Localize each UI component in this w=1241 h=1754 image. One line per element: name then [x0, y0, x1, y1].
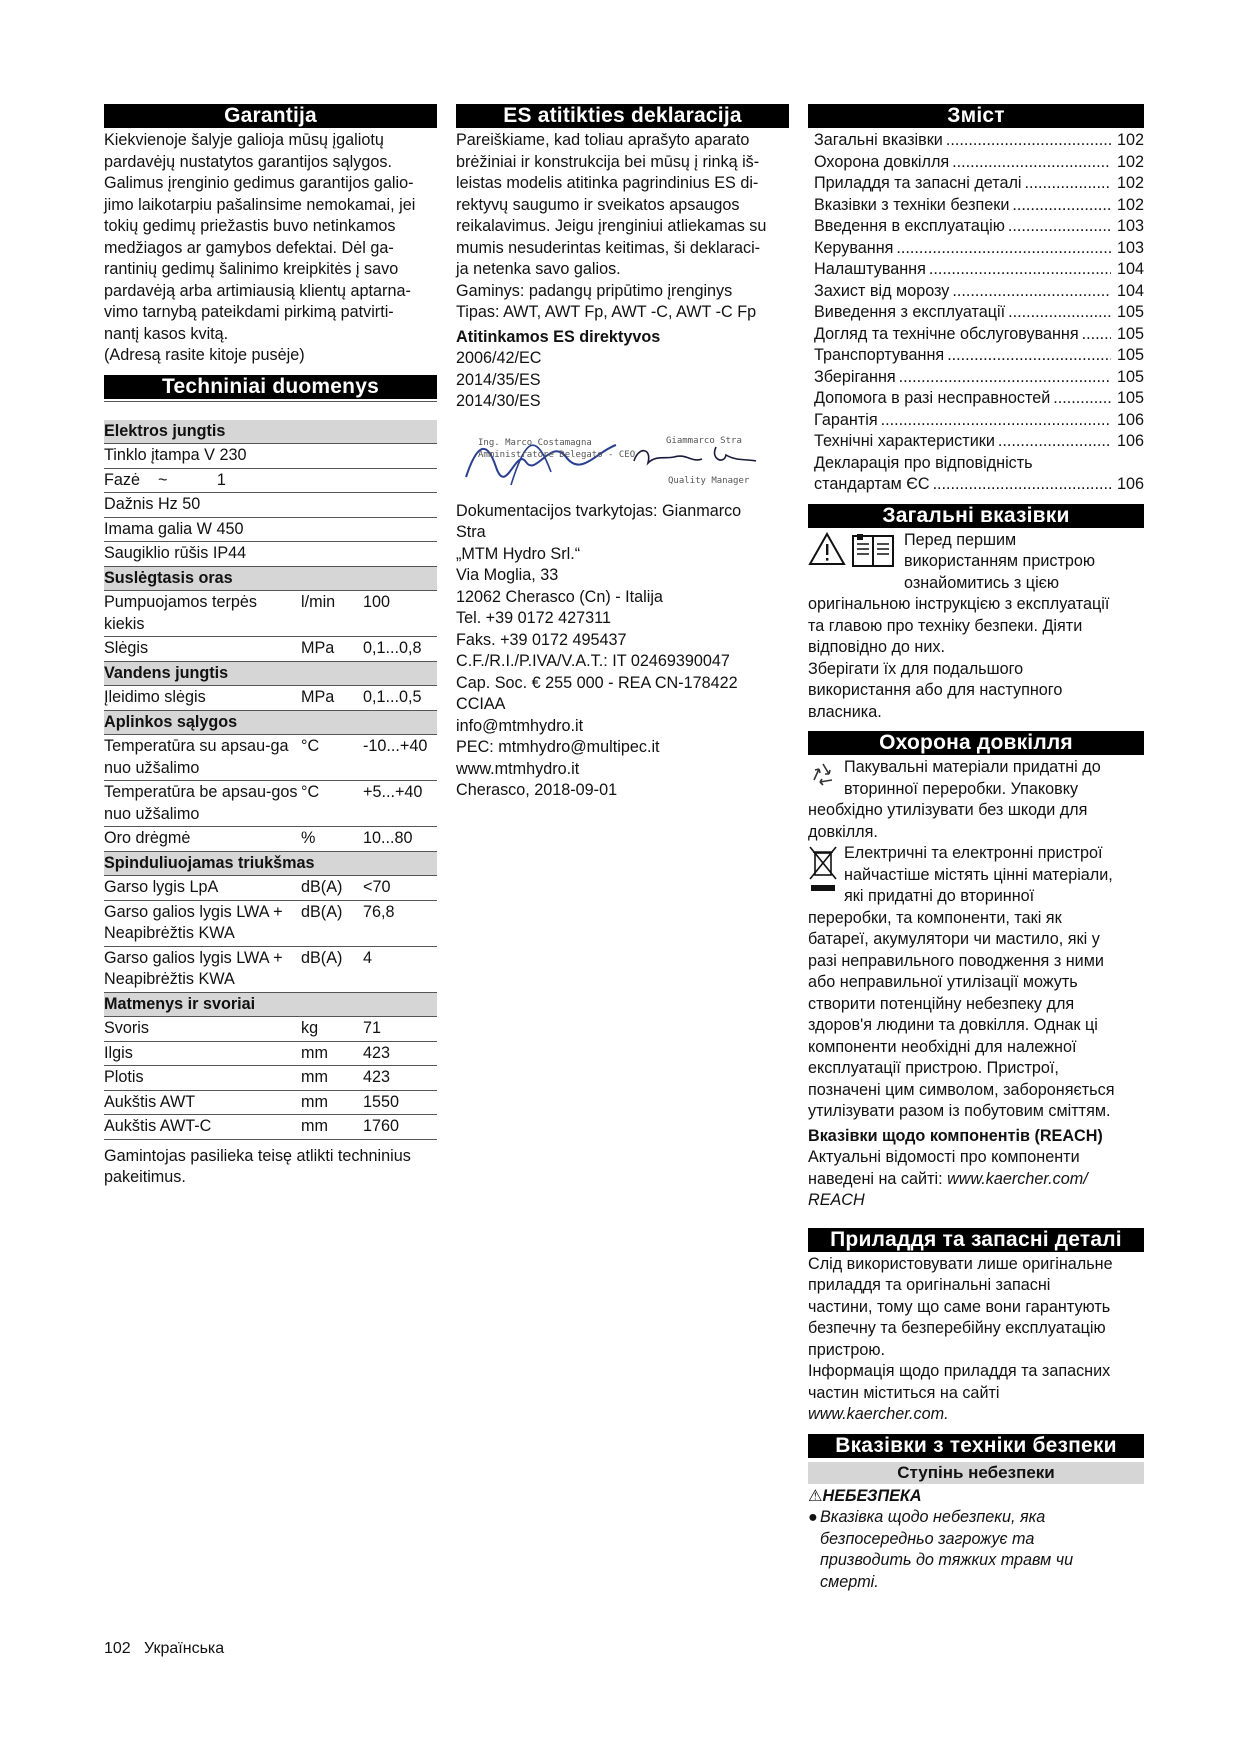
directive-item: 2014/30/ES — [456, 392, 541, 410]
spec-value: 423 — [363, 1066, 437, 1091]
warranty-heading: Garantija — [104, 104, 437, 128]
contact-line: Cherasco, 2018-09-01 — [456, 781, 618, 799]
declaration-line: Tipas: AWT, AWT Fp, AWT -C, AWT -C Fp — [456, 303, 757, 321]
toc-item[interactable]: Гарантія ..... 106 — [814, 410, 1144, 432]
toc-item[interactable]: Охорона довкілля ..... 102 — [814, 152, 1144, 174]
toc-item[interactable]: Налаштування ..... 104 — [814, 259, 1144, 281]
spec-unit: mm — [301, 1090, 363, 1115]
warning-icon — [808, 532, 846, 566]
spec-section-label: Spinduliuojamas triukšmas — [104, 851, 437, 876]
spec-unit — [301, 493, 363, 518]
declaration-line: Pareiškiame, kad toliau aprašyto aparato — [456, 131, 750, 149]
spec-value: 100 — [363, 591, 437, 637]
accessories-text — [808, 1254, 1144, 1405]
general-heading: Загальні вказівки — [808, 504, 1144, 528]
bullet-icon: ● — [808, 1508, 818, 1526]
manual-book-icon — [851, 532, 895, 568]
accessories-line: приладдя та оригінальні запасні — [808, 1276, 1051, 1294]
declaration-line: reikalavimus. Jeigu įrenginiui atliekamas su — [456, 217, 767, 235]
toc-item[interactable]: Приладдя та запасні деталі ..... 102 — [814, 173, 1144, 195]
recycling-icon — [808, 760, 838, 790]
signatures — [456, 427, 789, 489]
env-line: позначені цим символом, забороняється — [808, 1080, 1115, 1099]
toc-item[interactable]: Допомога в разі несправностей ..... 105 — [814, 388, 1144, 410]
declaration-heading: ES atitikties deklaracija — [456, 104, 789, 128]
accessories-link[interactable]: www.kaercher.com. — [808, 1405, 949, 1423]
spec-section-label: Suslėgtasis oras — [104, 566, 437, 591]
warning-triangle-icon: ⚠ — [808, 1486, 823, 1505]
table-row — [104, 1017, 437, 1042]
spec-label: Svoris — [104, 1017, 301, 1042]
env-line: здоров'я людини та довкілля. Однак ці — [808, 1016, 1098, 1034]
danger-label: НЕБЕЗПЕКА — [822, 1486, 922, 1505]
spec-label: Oro drėgmė — [104, 827, 301, 852]
table-row — [104, 591, 437, 637]
contact-line: info@mtmhydro.it — [456, 716, 584, 735]
general-line: та главою про техніку безпеки. Діяти — [808, 616, 1083, 635]
warranty-line: tokių gedimų priežastis buvo netinkamos — [104, 217, 396, 235]
spec-label: Garso lygis LpA — [104, 876, 301, 901]
reach-heading: Вказівки щодо компонентів (REACH) — [808, 1126, 1103, 1145]
spec-unit: % — [301, 827, 363, 852]
spec-value — [363, 444, 437, 469]
column-ukrainian — [808, 104, 1144, 1593]
column-lithuanian — [104, 104, 437, 1189]
spec-label: Fazė ~ 1 — [104, 468, 301, 493]
declaration-line: brėžiniai ir konstrukcija bei mūsų į rinką iš- — [456, 152, 760, 171]
table-row — [104, 1066, 437, 1091]
env-line: які придатні до вторинної — [844, 887, 1035, 905]
spec-label: Temperatūra be apsau-gos nuo užšalimo — [104, 781, 301, 827]
spec-section — [104, 851, 437, 876]
spec-label: Pumpuojamos terpės kiekis — [104, 591, 301, 637]
spec-label: Plotis — [104, 1066, 301, 1091]
contact-line: 12062 Cherasco (Cn) - Italija — [456, 587, 663, 606]
contact-line: CCIAA — [456, 695, 506, 713]
env-line: створити потенційну небезпеку для — [808, 994, 1075, 1013]
contact-line: Tel. +39 0172 427311 — [456, 609, 611, 627]
spec-section-label: Aplinkos sąlygos — [104, 710, 437, 735]
contact-line: Cap. Soc. € 255 000 - REA CN-178422 — [456, 673, 738, 692]
spec-label: Imama galia W 450 — [104, 517, 301, 542]
spec-section — [104, 566, 437, 591]
signature-left-role: Amministratore Delegato - CEO — [478, 449, 636, 460]
reach-line-2: наведені на сайті: — [808, 1169, 948, 1188]
declaration-line: mumis nesuderintas keitimas, ši deklaraci- — [456, 238, 761, 257]
spec-unit: °C — [301, 735, 363, 781]
table-row — [104, 876, 437, 901]
declaration-line: ja netenka savo galios. — [456, 260, 621, 278]
spec-unit: dB(A) — [301, 900, 363, 946]
danger-text — [820, 1507, 1073, 1593]
spec-unit: dB(A) — [301, 946, 363, 992]
contact-line: PEC: mtmhydro@multipec.it — [456, 738, 660, 756]
danger-line: Вказівка щодо небезпеки, яка — [820, 1508, 1046, 1526]
general-line: оригінальною інструкцією з експлуатації — [808, 595, 1110, 613]
signature-left-name: Ing. Marco Costamagna — [478, 437, 592, 448]
warranty-line: rantinių gedimų šalinimo kreipkitės į savo — [104, 260, 399, 278]
table-row — [104, 1090, 437, 1115]
table-row — [104, 686, 437, 711]
spec-unit: l/min — [301, 591, 363, 637]
spec-label: Temperatūra su apsau-ga nuo užšalimo — [104, 735, 301, 781]
env-line: експлуатації пристрою. Пристрої, — [808, 1059, 1059, 1077]
spec-label: Aukštis AWT — [104, 1090, 301, 1115]
spec-label: Dažnis Hz 50 — [104, 493, 301, 518]
spec-section-label: Vandens jungtis — [104, 661, 437, 686]
accessories-line: безпечну та безперебійну експлуатацію — [808, 1319, 1106, 1337]
general-line: власника. — [808, 702, 882, 721]
toc-item[interactable]: Виведення з експлуатації ..... 105 — [814, 302, 1144, 324]
directives-heading: Atitinkamos ES direktyvos — [456, 327, 661, 346]
toc-item[interactable]: Введення в експлуатацію ..... 103 — [814, 216, 1144, 238]
spec-value: 1550 — [363, 1090, 437, 1115]
signature-right-role: Quality Manager — [668, 475, 750, 486]
general-intro-line: використанням пристрою — [904, 552, 1096, 570]
spec-section — [104, 710, 437, 735]
warranty-line: jimo laikotarpiu pašalinsime nemokamai, jei — [104, 195, 416, 214]
signature-right-name: Giammarco Stra — [666, 435, 742, 446]
accessories-line: Слід використовувати лише оригінальне — [808, 1254, 1113, 1273]
packaging-disposal-text — [808, 800, 1144, 843]
reach-link[interactable]: www.kaercher.com/ — [947, 1169, 1088, 1188]
spec-section-label: Matmenys ir svoriai — [104, 992, 437, 1017]
general-line: використання або для наступного — [808, 681, 1063, 699]
env-line: довкілля. — [808, 822, 878, 841]
spec-unit: °C — [301, 781, 363, 827]
spec-value: -10...+40 — [363, 735, 437, 781]
toc-item[interactable]: Транспортування ..... 105 — [814, 345, 1144, 367]
warranty-text — [104, 130, 437, 367]
warranty-line: (Adresą rasite kitoje pusėje) — [104, 346, 305, 364]
table-row — [104, 946, 437, 992]
toc-item-declaration[interactable]: Декларація про відповідність — [814, 453, 1033, 472]
general-intro — [904, 530, 1095, 595]
env-line: найчастіше містять цінні матеріали, — [844, 865, 1113, 884]
spec-value: 71 — [363, 1017, 437, 1042]
reach-link-2[interactable]: REACH — [808, 1191, 865, 1209]
declaration-line: leistas modelis atitinka pagrindinius ES di- — [456, 174, 759, 192]
directives-list — [456, 348, 789, 413]
contact-line: „MTM Hydro Srl.“ — [456, 544, 581, 563]
table-row — [104, 781, 437, 827]
warranty-line: medžiagos ar gamybos defektai. Dėl ga- — [104, 238, 394, 257]
general-line: відповідно до них. — [808, 638, 946, 656]
table-row — [104, 493, 437, 518]
toc-item[interactable]: Вказівки з техніки безпеки ..... 102 — [814, 195, 1144, 217]
warranty-line: pardavėją arba artimiausią klientų aptarna- — [104, 281, 411, 300]
spec-label: Tinklo įtampa V 230 — [104, 444, 301, 469]
danger-level-heading: Ступінь небезпеки — [808, 1462, 1144, 1484]
spec-label: Saugiklio rūšis IP44 — [104, 542, 301, 567]
spec-label: Garso galios lygis LWA + Neapibrėžtis KWA — [104, 946, 301, 992]
danger-line: смерті. — [820, 1572, 879, 1591]
spec-unit: kg — [301, 1017, 363, 1042]
contact-line: Via Moglia, 33 — [456, 566, 559, 584]
toc-item[interactable]: Догляд та технічне обслуговування ..... 105 — [814, 324, 1144, 346]
spec-value: 4 — [363, 946, 437, 992]
warranty-line: nantį kasos kvitą. — [104, 324, 229, 343]
spec-label: Garso galios lygis LWA + Neapibrėžtis KWA — [104, 900, 301, 946]
spec-unit: mm — [301, 1066, 363, 1091]
contact-line: C.F./R.I./P.IVA/V.A.T.: IT 02469390047 — [456, 652, 730, 670]
toc-heading: Зміст — [808, 104, 1144, 128]
env-line: компоненти необхідні для належної — [808, 1037, 1077, 1056]
spec-section-label: Elektros jungtis — [104, 420, 437, 444]
spec-value: 10...80 — [363, 827, 437, 852]
warranty-line: Kiekvienoje šalyje galioja mūsų įgaliotų — [104, 131, 384, 149]
table-row — [104, 542, 437, 567]
toc-item[interactable]: Керування ..... 103 — [814, 238, 1144, 260]
spec-unit: dB(A) — [301, 876, 363, 901]
env-line: Електричні та електронні пристрої — [844, 844, 1103, 862]
table-row — [104, 900, 437, 946]
declaration-text — [456, 130, 789, 324]
spec-value — [363, 542, 437, 567]
reach-line-1: Актуальні відомості про компоненти — [808, 1148, 1080, 1166]
spec-label: Ilgis — [104, 1041, 301, 1066]
toc-item[interactable]: Захист від морозу ..... 104 — [814, 281, 1144, 303]
warranty-line: vimo tarnybą pateikdami pirkimą patvirti- — [104, 303, 394, 321]
spec-unit — [301, 517, 363, 542]
accessories-heading: Приладдя та запасні деталі — [808, 1228, 1144, 1252]
electronics-text — [844, 843, 1113, 908]
warranty-line: pardavėjų nustatytos garantijos sąlygos. — [104, 152, 392, 171]
spec-value: 0,1...0,8 — [363, 637, 437, 662]
spec-section — [104, 661, 437, 686]
env-line: необхідно утилізувати без шкоди для — [808, 801, 1088, 819]
spec-unit — [301, 542, 363, 567]
table-row — [104, 827, 437, 852]
contact-line: www.mtmhydro.it — [456, 759, 580, 778]
table-of-contents — [808, 130, 1144, 453]
env-line: разі неправильного поводження з ними — [808, 951, 1104, 970]
page-footer — [104, 1640, 224, 1658]
spec-unit: mm — [301, 1115, 363, 1140]
general-intro-line: ознайомитись з цією — [904, 573, 1060, 592]
contact-block — [456, 501, 789, 802]
env-line: або неправильної утилізації можуть — [808, 973, 1078, 991]
accessories-line: пристрою. — [808, 1340, 885, 1359]
warranty-line: Galimus įrenginio gedimus garantijos galio- — [104, 174, 414, 192]
spec-value: 423 — [363, 1041, 437, 1066]
toc-item[interactable]: Технічні характеристики ..... 106 — [814, 431, 1144, 453]
env-line: Пакувальні матеріали придатні до — [844, 758, 1101, 776]
spec-value — [363, 493, 437, 518]
general-line: Зберігати їх для подальшого — [808, 659, 1024, 678]
env-line: переробки, та компоненти, такі як — [808, 908, 1062, 927]
spec-label: Slėgis — [104, 637, 301, 662]
column-declaration — [456, 104, 789, 802]
contact-line: Dokumentacijos tvarkytojas: Gianmarco — [456, 501, 742, 520]
toc-item[interactable]: Загальні вказівки ..... 102 — [814, 130, 1144, 152]
spec-label: Aukštis AWT-C — [104, 1115, 301, 1140]
spec-value — [363, 517, 437, 542]
spec-unit — [301, 444, 363, 469]
toc-item[interactable]: Зберігання ..... 105 — [814, 367, 1144, 389]
declaration-line: rektyvų saugumo ir sveikatos apsaugos — [456, 195, 740, 214]
page-number: 102 — [104, 1640, 131, 1657]
general-text — [808, 594, 1144, 723]
crossed-bin-icon — [808, 845, 838, 895]
declaration-line: Gaminys: padangų pripūtimo įrenginys — [456, 281, 733, 300]
spec-note: Gamintojas pasilieka teisę atlikti techninius pakeitimus. — [104, 1146, 411, 1186]
table-row — [104, 735, 437, 781]
spec-unit: mm — [301, 1041, 363, 1066]
table-row — [104, 468, 437, 493]
table-row — [104, 1115, 437, 1140]
danger-line: безпосередньо загрожує та — [820, 1529, 1035, 1548]
contact-line: Stra — [456, 523, 486, 541]
spec-unit: MPa — [301, 686, 363, 711]
tech-data-heading: Techniniai duomenys — [104, 375, 437, 399]
electronics-disposal-text — [808, 908, 1144, 1123]
table-row — [104, 517, 437, 542]
directive-item: 2006/42/EC — [456, 349, 542, 367]
spec-value: +5...+40 — [363, 781, 437, 827]
spec-value: <70 — [363, 876, 437, 901]
spec-section — [104, 992, 437, 1017]
footer-language: Українська — [144, 1640, 225, 1657]
toc-item-declaration-2[interactable]: стандартам ЄС ..... 106 — [814, 474, 1144, 496]
env-line: утилізувати разом із побутовим сміттям. — [808, 1102, 1111, 1120]
spec-unit — [301, 468, 363, 493]
env-line: батареї, акумулятори чи мастило, які у — [808, 930, 1100, 948]
spec-section — [104, 420, 437, 444]
contact-line: Faks. +39 0172 495437 — [456, 630, 627, 649]
env-line: вторинної переробки. Упаковку — [844, 779, 1079, 798]
spec-value — [363, 468, 437, 493]
spec-value: 0,1...0,5 — [363, 686, 437, 711]
accessories-line: частин міститься на сайті — [808, 1383, 1000, 1402]
tech-spec-table — [104, 420, 437, 1140]
table-row — [104, 637, 437, 662]
spec-label: Įleidimo slėgis — [104, 686, 301, 711]
directive-item: 2014/35/ES — [456, 370, 541, 389]
table-row — [104, 1041, 437, 1066]
safety-heading: Вказівки з техніки безпеки — [808, 1434, 1144, 1458]
environment-heading: Охорона довкілля — [808, 731, 1144, 755]
general-intro-line: Перед першим — [904, 530, 1017, 549]
danger-line: призводить до тяжких травм чи — [820, 1551, 1074, 1569]
accessories-line: частини, тому що саме вони гарантують — [808, 1297, 1111, 1316]
spec-value: 1760 — [363, 1115, 437, 1140]
spec-value: 76,8 — [363, 900, 437, 946]
accessories-line: Інформація щодо приладдя та запасних — [808, 1362, 1111, 1380]
packaging-recycle-text — [844, 757, 1101, 800]
table-row — [104, 444, 437, 469]
spec-unit: MPa — [301, 637, 363, 662]
